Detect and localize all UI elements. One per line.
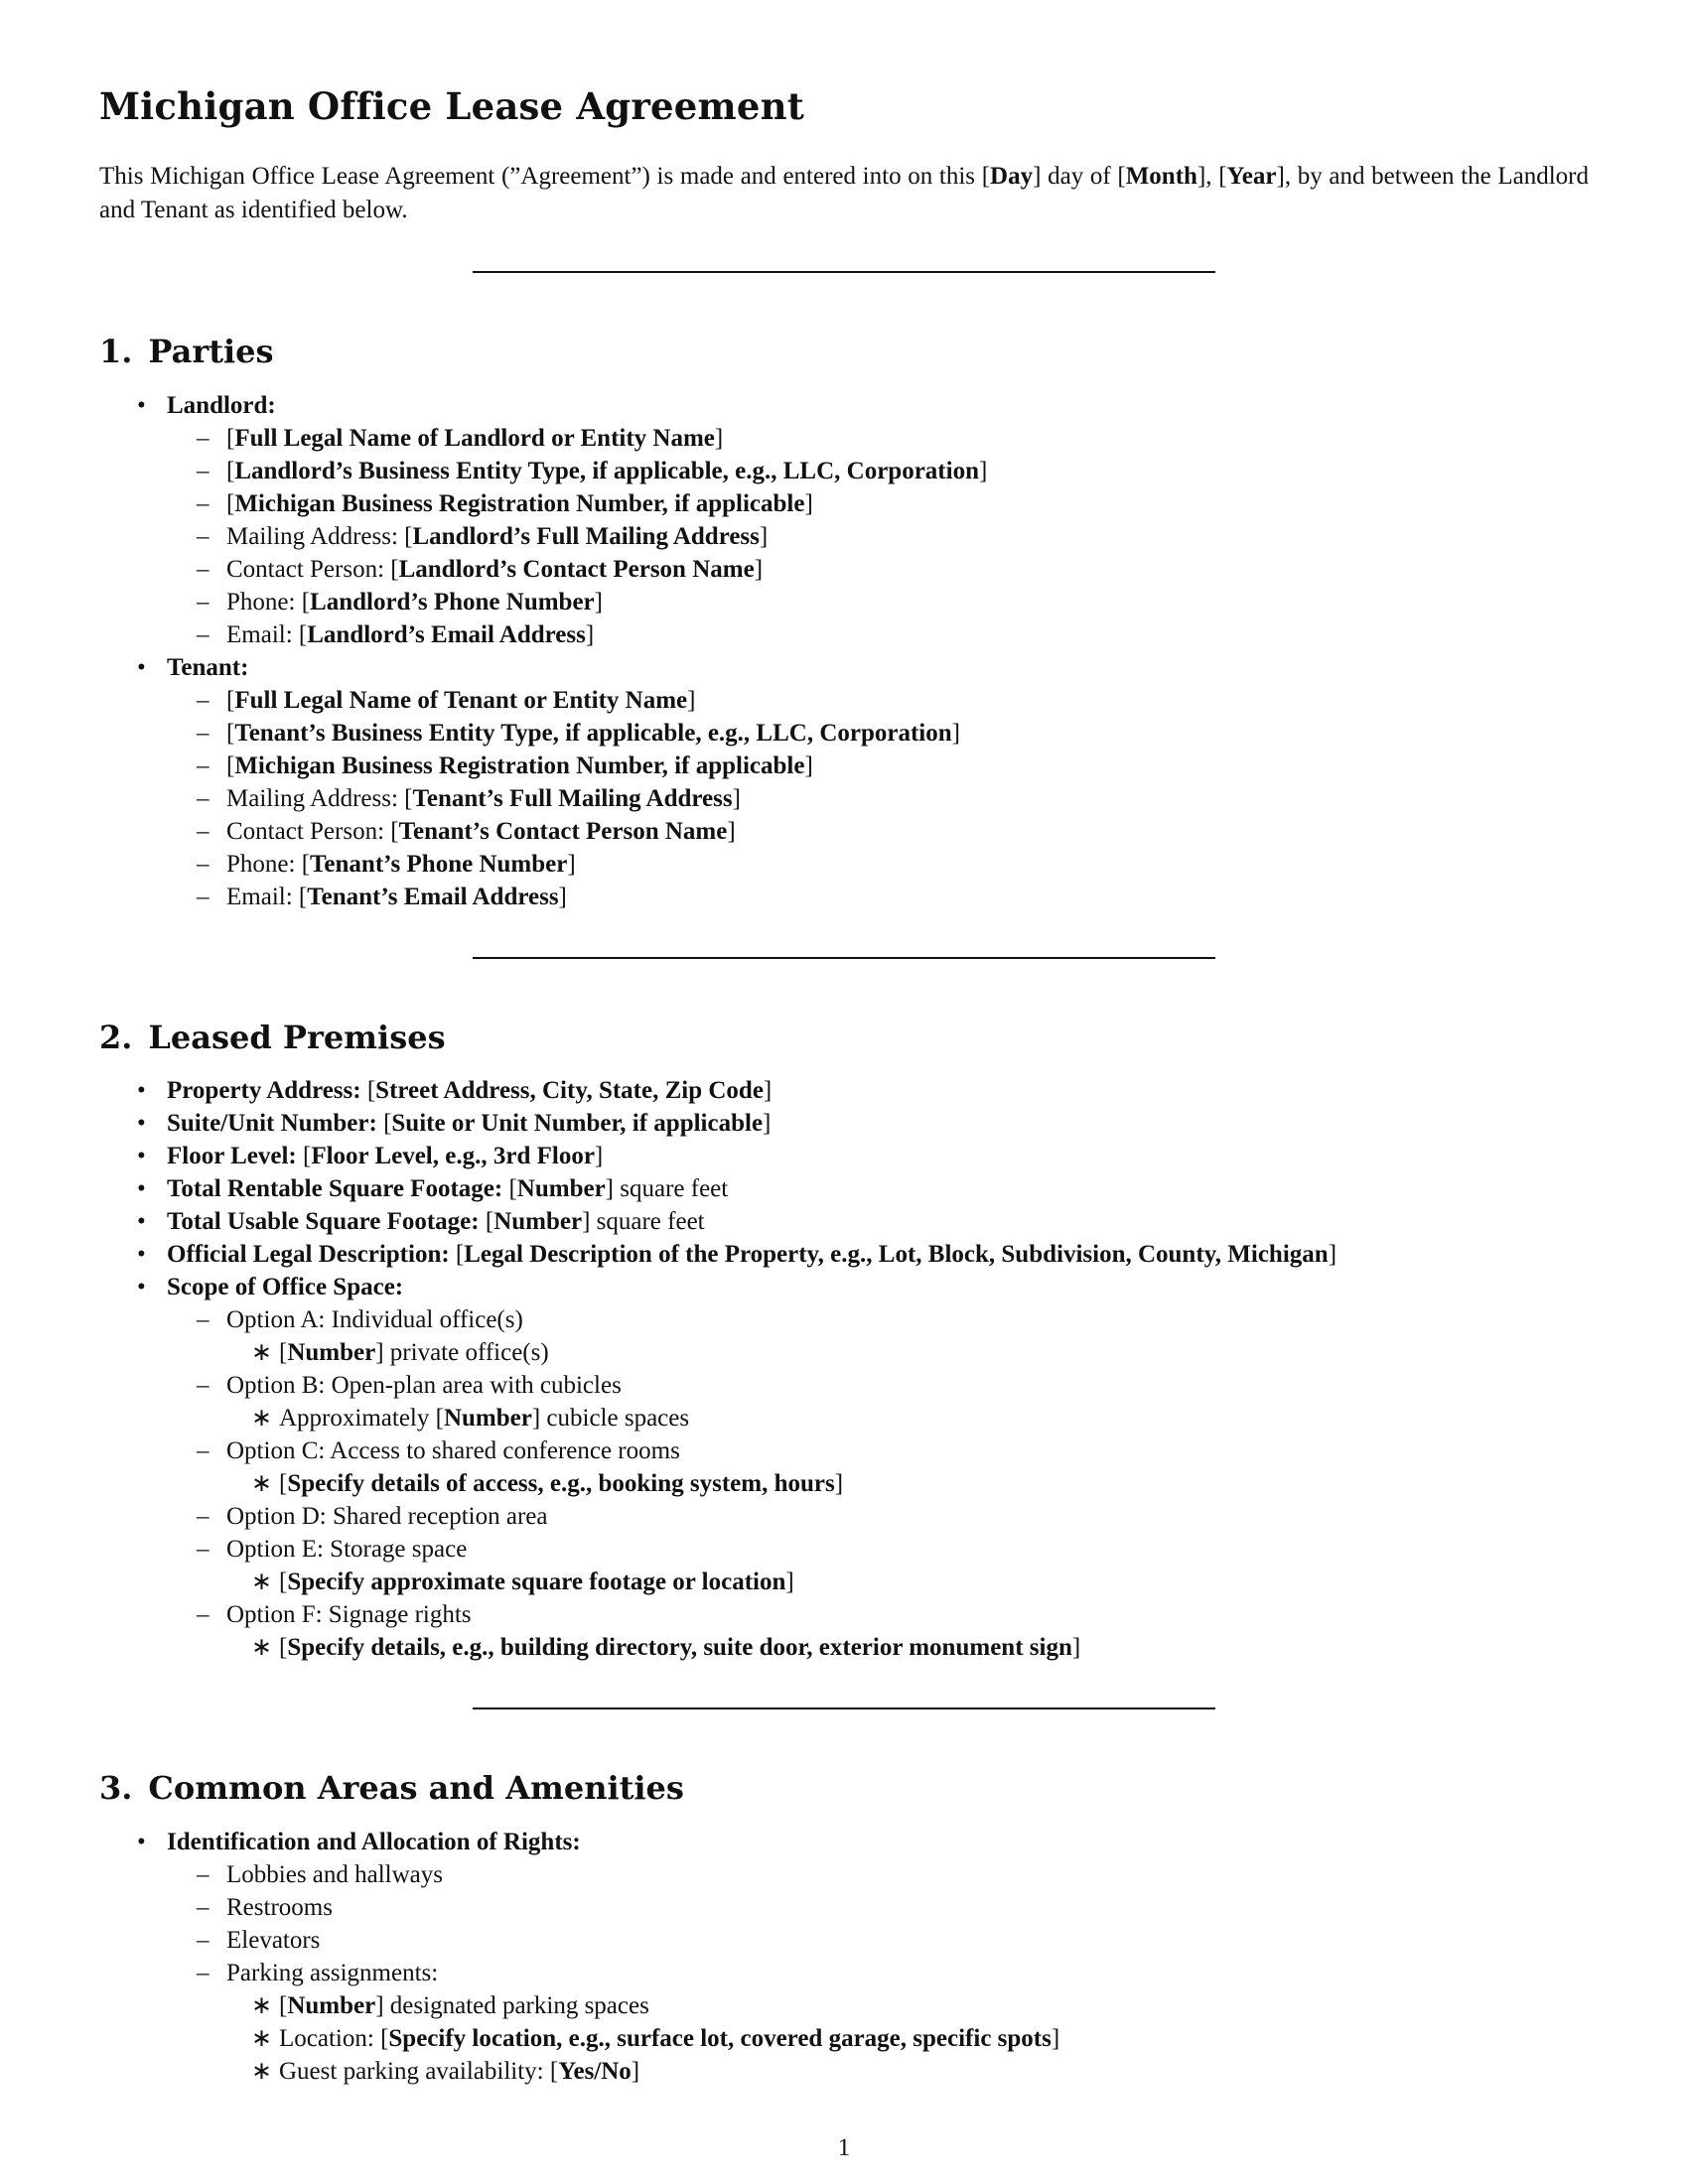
- field-label: Phone:: [226, 850, 302, 878]
- list-item: – Contact Person: [Landlord’s Contact Person Name]: [167, 553, 1589, 586]
- section-title: Common Areas and Amenities: [148, 1769, 684, 1808]
- field-label: Contact Person:: [226, 555, 391, 583]
- list-item: – Phone: [Landlord’s Phone Number]: [167, 586, 1589, 618]
- tenant-entity-placeholder: Tenant’s Business Entity Type, if applicable, e.g., LLC, Corporation: [234, 719, 952, 747]
- page-number: 1: [837, 2134, 851, 2161]
- detail-text: private office(s): [383, 1339, 549, 1367]
- list-item: [167, 1858, 1589, 1891]
- section-title: Leased Premises: [148, 1018, 446, 1056]
- parking-item: [167, 1957, 1589, 2088]
- list-item: – [Tenant’s Business Entity Type, if applicable, e.g., LLC, Corporation]: [167, 717, 1589, 750]
- option-label: Option A: Individual office(s): [226, 1306, 523, 1334]
- landlord-item: [99, 389, 1589, 651]
- list-item: – Mailing Address: [Landlord’s Full Mailing Address]: [167, 520, 1589, 553]
- location-placeholder: Specify location, e.g., surface lot, covered garage, specific spots: [388, 2024, 1052, 2052]
- common-area-items: [167, 1858, 1589, 2088]
- list-item: – [Full Legal Name of Tenant or Entity Name]: [167, 684, 1589, 717]
- list-item: [167, 1924, 1589, 1957]
- list-item: • Total Rentable Square Footage: [Number] square feet: [99, 1172, 1589, 1205]
- landlord-registration-placeholder: Michigan Business Registration Number, if applicable: [234, 489, 805, 517]
- option-a: [167, 1303, 1589, 1369]
- list-item: ∗ [Number] private office(s): [226, 1336, 1589, 1369]
- list-item: – Contact Person: [Tenant’s Contact Person Name]: [167, 815, 1589, 848]
- list-item: – Phone: [Tenant’s Phone Number]: [167, 848, 1589, 881]
- item-text: Elevators: [226, 1926, 321, 1954]
- list-item: – Email: [Tenant’s Email Address]: [167, 881, 1589, 913]
- field-label: Total Usable Square Footage:: [167, 1208, 486, 1236]
- option-b: [167, 1369, 1589, 1434]
- number-placeholder: Number: [287, 1339, 376, 1367]
- field-label: Email:: [226, 883, 299, 910]
- field-label: Location:: [279, 2024, 381, 2052]
- detail-placeholder: Specify details, e.g., building directory, suite door, exterior monument sign: [287, 1634, 1072, 1662]
- detail-text: Approximately: [279, 1405, 436, 1433]
- number-placeholder: Number: [443, 1405, 532, 1433]
- unit-text: square feet: [614, 1175, 729, 1203]
- list-item: [167, 1891, 1589, 1924]
- legal-description-placeholder: Legal Description of the Property, e.g., Lot, Block, Subdivision, County, Michigan: [464, 1241, 1329, 1269]
- suite-placeholder: Suite or Unit Number, if applicable: [391, 1110, 764, 1138]
- list-item: • Total Usable Square Footage: [Number] square feet: [99, 1205, 1589, 1238]
- list-item: – [Michigan Business Registration Number, if applicable]: [167, 750, 1589, 782]
- list-item: ∗ Location: [Specify location, e.g., surface lot, covered garage, specific spots]: [226, 2022, 1589, 2055]
- list-item: • Floor Level: [Floor Level, e.g., 3rd Floor]: [99, 1140, 1589, 1172]
- option-f: [167, 1598, 1589, 1664]
- option-d: [167, 1500, 1589, 1533]
- list-item: • Suite/Unit Number: [Suite or Unit Number, if applicable]: [99, 1107, 1589, 1140]
- intro-text: This Michigan Office Lease Agreement (”Agreement”) is made and entered into on this: [99, 163, 982, 191]
- tenant-item: [99, 651, 1589, 913]
- option-e: [167, 1533, 1589, 1598]
- landlord-name-placeholder: Full Legal Name of Landlord or Entity Name: [234, 424, 715, 452]
- guest-parking-placeholder: Yes/No: [558, 2057, 632, 2085]
- landlord-label: Landlord:: [167, 391, 276, 419]
- list-item: ∗ [Specify approximate square footage or location]: [226, 1566, 1589, 1598]
- tenant-phone-placeholder: Tenant’s Phone Number: [310, 850, 568, 878]
- premises-list: [99, 1074, 1589, 1664]
- list-item: – [Michigan Business Registration Number, if applicable]: [167, 487, 1589, 520]
- unit-text: square feet: [590, 1208, 705, 1236]
- intro-text: , by and between the Landlord and Tenant as identified below.: [99, 163, 1589, 224]
- section-heading-common-areas: [99, 1769, 1589, 1807]
- detail-placeholder: Specify approximate square footage or location: [287, 1569, 786, 1596]
- option-details: [226, 1566, 1589, 1598]
- item-text: Lobbies and hallways: [226, 1860, 444, 1888]
- landlord-email-placeholder: Landlord’s Email Address: [307, 620, 586, 648]
- rentable-placeholder: Number: [516, 1175, 606, 1203]
- list-item: • Property Address: [Street Address, City, State, Zip Code]: [99, 1074, 1589, 1107]
- section-number: 3.: [99, 1769, 133, 1808]
- landlord-details: [167, 422, 1589, 651]
- tenant-registration-placeholder: Michigan Business Registration Number, if applicable: [234, 751, 805, 779]
- section-heading-leased-premises: [99, 1019, 1589, 1056]
- month-placeholder: Month: [1125, 163, 1197, 191]
- scope-label: Scope of Office Space:: [167, 1274, 404, 1301]
- list-item: – Mailing Address: [Tenant’s Full Mailing Address]: [167, 782, 1589, 815]
- tenant-email-placeholder: Tenant’s Email Address: [307, 883, 559, 910]
- list-item: ∗ [Specify details of access, e.g., booking system, hours]: [226, 1467, 1589, 1500]
- section-heading-parties: [99, 333, 1589, 370]
- option-label: Option D: Shared reception area: [226, 1503, 548, 1531]
- option-c: [167, 1434, 1589, 1500]
- field-label: Suite/Unit Number:: [167, 1110, 384, 1138]
- year-placeholder: Year: [1226, 163, 1277, 191]
- section-divider: [473, 957, 1215, 959]
- landlord-entity-placeholder: Landlord’s Business Entity Type, if applicable, e.g., LLC, Corporation: [234, 457, 979, 484]
- field-label: Total Rentable Square Footage:: [167, 1175, 509, 1203]
- field-label: Mailing Address:: [226, 784, 405, 812]
- floor-placeholder: Floor Level, e.g., 3rd Floor: [311, 1143, 595, 1170]
- intro-text: ,: [1205, 163, 1219, 191]
- field-label: Floor Level:: [167, 1143, 303, 1170]
- identification-label: Identification and Allocation of Rights:: [167, 1828, 581, 1855]
- option-label: Option E: Storage space: [226, 1536, 468, 1564]
- option-label: Option B: Open-plan area with cubicles: [226, 1372, 622, 1400]
- usable-placeholder: Number: [493, 1208, 583, 1236]
- intro-text: day of: [1041, 163, 1118, 191]
- scope-options: [167, 1303, 1589, 1664]
- field-label: Contact Person:: [226, 817, 391, 845]
- identification-item: [99, 1826, 1589, 2088]
- section-divider: [473, 271, 1215, 273]
- list-item: – [Full Legal Name of Landlord or Entity Name]: [167, 422, 1589, 455]
- list-item: – Email: [Landlord’s Email Address]: [167, 618, 1589, 651]
- field-label: Property Address:: [167, 1077, 367, 1105]
- field-label: Official Legal Description:: [167, 1241, 456, 1269]
- address-placeholder: Street Address, City, State, Zip Code: [375, 1077, 764, 1105]
- option-label: Option C: Access to shared conference rooms: [226, 1437, 680, 1465]
- option-details: [226, 1631, 1589, 1664]
- item-text: Restrooms: [226, 1893, 333, 1921]
- tenant-contact-placeholder: Tenant’s Contact Person Name: [398, 817, 728, 845]
- field-label: Email:: [226, 620, 299, 648]
- landlord-phone-placeholder: Landlord’s Phone Number: [310, 588, 595, 615]
- detail-placeholder: Specify details of access, e.g., booking system, hours: [287, 1470, 835, 1498]
- item-text: Parking assignments:: [226, 1959, 439, 1986]
- document-page: [99, 84, 1589, 2088]
- day-placeholder: Day: [990, 163, 1034, 191]
- option-details: [226, 1467, 1589, 1500]
- section-number: 1.: [99, 333, 133, 371]
- option-details: [226, 1336, 1589, 1369]
- option-details: [226, 1402, 1589, 1434]
- tenant-label: Tenant:: [167, 653, 249, 681]
- list-item: ∗ Approximately [Number] cubicle spaces: [226, 1402, 1589, 1434]
- number-placeholder: Number: [287, 1991, 376, 2019]
- intro-paragraph: This Michigan Office Lease Agreement (”Agreement”) is made and entered into on this [Day] day of [Month], [Year], by and between the Landlord and Tenant as identified below.: [99, 163, 1589, 224]
- tenant-mailing-placeholder: Tenant’s Full Mailing Address: [412, 784, 733, 812]
- list-item: ∗ Guest parking availability: [Yes/No]: [226, 2055, 1589, 2088]
- list-item: – [Landlord’s Business Entity Type, if applicable, e.g., LLC, Corporation]: [167, 455, 1589, 487]
- landlord-contact-placeholder: Landlord’s Contact Person Name: [398, 555, 755, 583]
- field-label: Mailing Address:: [226, 522, 405, 550]
- tenant-details: [167, 684, 1589, 913]
- detail-text: designated parking spaces: [383, 1991, 649, 2019]
- parties-list: [99, 389, 1589, 913]
- section-number: 2.: [99, 1018, 133, 1056]
- field-label: Guest parking availability:: [279, 2057, 550, 2085]
- field-label: Phone:: [226, 588, 302, 615]
- section-title: Parties: [148, 333, 274, 371]
- common-areas-list: [99, 1826, 1589, 2088]
- option-label: Option F: Signage rights: [226, 1601, 472, 1629]
- detail-text: cubicle spaces: [540, 1405, 690, 1433]
- document-title: Michigan Office Lease Agreement: [99, 84, 805, 128]
- list-item: ∗ [Specify details, e.g., building directory, suite door, exterior monument sign]: [226, 1631, 1589, 1664]
- tenant-name-placeholder: Full Legal Name of Tenant or Entity Name: [234, 686, 688, 714]
- scope-item: [99, 1271, 1589, 1664]
- parking-details: [226, 1989, 1589, 2088]
- landlord-mailing-placeholder: Landlord’s Full Mailing Address: [412, 522, 760, 550]
- list-item: • Official Legal Description: [Legal Description of the Property, e.g., Lot, Block, Subdivision, County, Michigan]: [99, 1238, 1589, 1271]
- section-divider: [473, 1707, 1215, 1709]
- list-item: ∗ [Number] designated parking spaces: [226, 1989, 1589, 2022]
